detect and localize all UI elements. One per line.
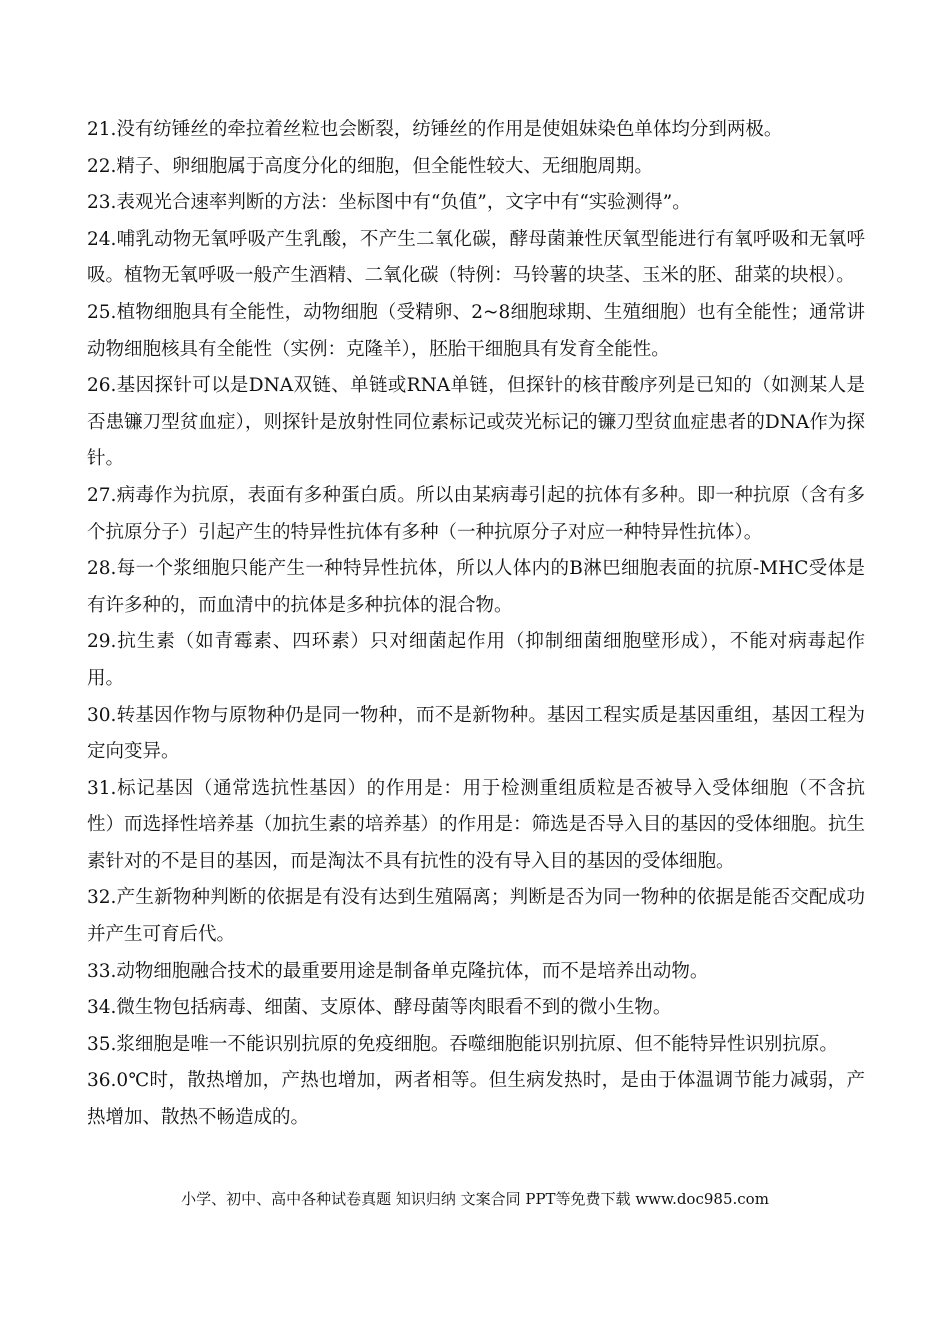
list-item: 30.转基因作物与原物种仍是同一物种，而不是新物种。基因工程实质是基因重组，基因工程为定向变异。 (87, 704, 865, 763)
list-item: 29.抗生素（如青霉素、四环素）只对细菌起作用（抑制细菌细胞壁形成），不能对病毒起作用。 (87, 631, 865, 689)
list-item: 31.标记基因（通常选抗性基因）的作用是：用于检测重组质粒是否被导入受体细胞（不含抗性）而选择性培养基（加抗生素的培养基）的作用是：筛选是否导入目的基因的受体细胞。抗生素针对的不是目的基因，而是淘汰不具有抗性的没有导入目的基因的受体细胞。 (87, 777, 865, 872)
page-footer: 小学、初中、高中各种试卷真题 知识归纳 文案合同 PPT等免费下载 www.doc985.com (181, 1190, 769, 1208)
document-body (87, 112, 865, 1137)
list-item: 35.浆细胞是唯一不能识别抗原的免疫细胞。吞噬细胞能识别抗原、但不能特异性识别抗原。 (87, 1033, 838, 1055)
list-item: 24.哺乳动物无氧呼吸产生乳酸，不产生二氧化碳，酵母菌兼性厌氧型能进行有氧呼吸和无氧呼吸。植物无氧呼吸一般产生酒精、二氧化碳（特例：马铃薯的块茎、玉米的胚、甜菜的块根）。 (87, 228, 865, 287)
list-item: 36.0℃时，散热增加，产热也增加，两者相等。但生病发热时，是由于体温调节能力减弱，产热增加、散热不畅造成的。 (87, 1070, 865, 1129)
list-item: 27.病毒作为抗原，表面有多种蛋白质。所以由某病毒引起的抗体有多种。即一种抗原（含有多个抗原分子）引起产生的特异性抗体有多种（一种抗原分子对应一种特异性抗体）。 (87, 484, 865, 543)
list-item: 32.产生新物种判断的依据是有没有达到生殖隔离；判断是否为同一物种的依据是能否交配成功并产生可育后代。 (87, 887, 865, 946)
list-item: 34.微生物包括病毒、细菌、支原体、酵母菌等肉眼看不到的微小生物。 (87, 997, 672, 1019)
list-item: 22.精子、卵细胞属于高度分化的细胞，但全能性较大、无细胞周期。 (87, 155, 653, 177)
list-item: 23.表观光合速率判断的方法：坐标图中有“负值”，文字中有“实验测得”。 (87, 192, 691, 214)
list-item: 26.基因探针可以是DNA双链、单链或RNA单链，但探针的核苷酸序列是已知的（如测某人是否患镰刀型贫血症），则探针是放射性同位素标记或荧光标记的镰刀型贫血症患者的DNA作为探针。 (87, 375, 865, 470)
list-item: 25.植物细胞具有全能性，动物细胞（受精卵、2~8细胞球期、生殖细胞）也有全能性；通常讲动物细胞核具有全能性（实例：克隆羊），胚胎干细胞具有发育全能性。 (87, 301, 865, 360)
list-item: 33.动物细胞融合技术的最重要用途是制备单克隆抗体，而不是培养出动物。 (87, 960, 709, 982)
list-item: 28.每一个浆细胞只能产生一种特异性抗体，所以人体内的B淋巴细胞表面的抗原-MHC受体是有许多种的，而血清中的抗体是多种抗体的混合物。 (87, 558, 865, 616)
list-item: 21.没有纺锤丝的牵拉着丝粒也会断裂，纺锤丝的作用是使姐妹染色单体均分到两极。 (87, 119, 783, 140)
